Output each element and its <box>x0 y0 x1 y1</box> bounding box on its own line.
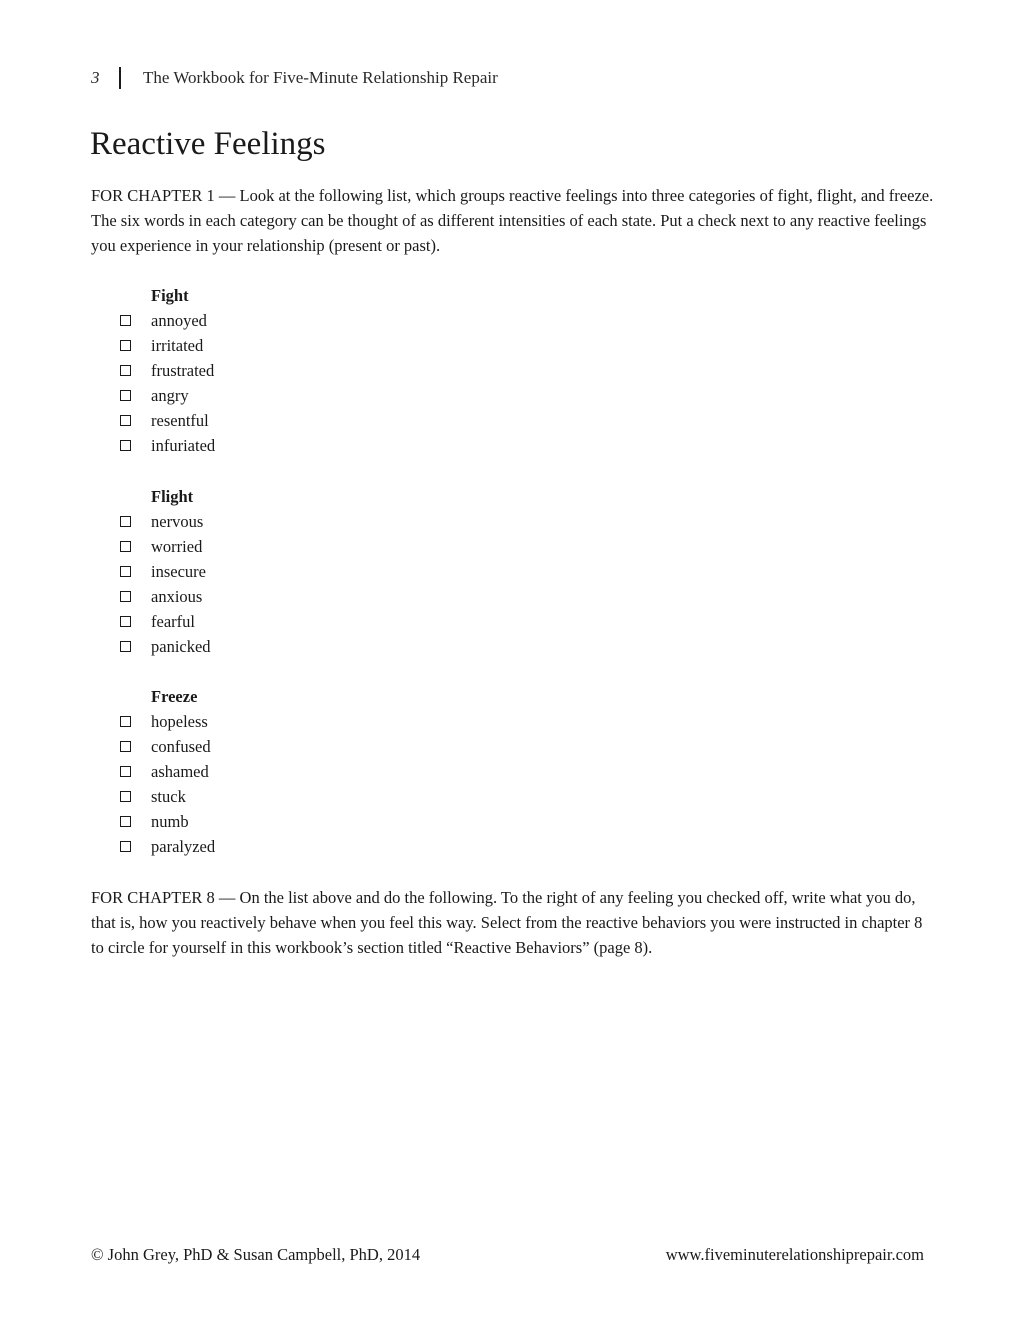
feeling-item[interactable] <box>120 709 420 734</box>
feeling-item[interactable] <box>120 609 420 634</box>
checkbox-icon[interactable] <box>120 541 132 553</box>
checkbox-icon[interactable] <box>120 816 132 828</box>
feeling-item[interactable] <box>120 408 420 433</box>
feeling-item[interactable] <box>120 784 420 809</box>
copyright-notice: © John Grey, PhD & Susan Campbell, PhD, 2014 <box>91 1245 421 1264</box>
category-flight <box>120 484 420 660</box>
checkbox-icon[interactable] <box>120 365 132 377</box>
category-freeze <box>120 684 420 860</box>
feeling-list <box>120 308 420 459</box>
feeling-label: paralyzed <box>151 837 216 857</box>
page-header <box>91 66 498 90</box>
feeling-item[interactable] <box>120 433 420 458</box>
feeling-label: hopeless <box>151 711 208 731</box>
feeling-item[interactable] <box>120 534 420 559</box>
website-url: www.fiveminuterelationshiprepair.com <box>665 1245 924 1264</box>
checkbox-icon[interactable] <box>120 516 132 528</box>
feeling-item[interactable] <box>120 559 420 584</box>
checkbox-icon[interactable] <box>120 766 132 778</box>
feeling-label: worried <box>151 536 203 556</box>
header-divider <box>119 67 121 89</box>
feeling-label: resentful <box>151 410 209 430</box>
feeling-label: annoyed <box>151 310 207 330</box>
feeling-label: panicked <box>151 637 211 657</box>
feeling-label: angry <box>151 385 189 405</box>
feeling-label: anxious <box>151 586 203 606</box>
outro-paragraph: FOR CHAPTER 8 — On the list above and do the following. To the right of any feeling you checked off, write what you do, that is, how you reactively behave when you feel this way. Select from the reactive behaviors you were instructed in chapter 8 to circle for yourself in this workbook’s section titled “Reactive Behaviors” (page 8). <box>91 888 923 957</box>
feeling-item[interactable] <box>120 834 420 859</box>
checkbox-icon[interactable] <box>120 716 132 728</box>
checkbox-icon[interactable] <box>120 791 132 803</box>
feeling-item[interactable] <box>120 584 420 609</box>
page-footer <box>91 1243 924 1267</box>
checkbox-icon[interactable] <box>120 741 132 753</box>
feeling-list <box>120 509 420 660</box>
feeling-item[interactable] <box>120 759 420 784</box>
feeling-label: ashamed <box>151 761 209 781</box>
feeling-label: fearful <box>151 611 195 631</box>
feeling-item[interactable] <box>120 308 420 333</box>
feeling-label: confused <box>151 736 211 756</box>
feeling-label: insecure <box>151 561 206 581</box>
checkbox-icon[interactable] <box>120 841 132 853</box>
feeling-label: stuck <box>151 786 186 806</box>
feeling-item[interactable] <box>120 383 420 408</box>
category-heading: Fight <box>151 286 189 305</box>
page-number: 3 <box>91 68 100 87</box>
checkbox-icon[interactable] <box>120 440 132 452</box>
book-title: The Workbook for Five-Minute Relationship Repair <box>143 68 498 87</box>
checkbox-icon[interactable] <box>120 591 132 603</box>
checkbox-icon[interactable] <box>120 566 132 578</box>
feeling-item[interactable] <box>120 634 420 659</box>
feeling-item[interactable] <box>120 734 420 759</box>
category-heading: Freeze <box>151 687 198 706</box>
feeling-label: irritated <box>151 335 204 355</box>
checkbox-icon[interactable] <box>120 415 132 427</box>
category-heading: Flight <box>151 487 194 506</box>
feeling-label: infuriated <box>151 436 216 456</box>
feeling-label: frustrated <box>151 360 215 380</box>
feeling-item[interactable] <box>120 809 420 834</box>
checkbox-icon[interactable] <box>120 315 132 327</box>
checkbox-icon[interactable] <box>120 390 132 402</box>
feeling-label: nervous <box>151 511 204 531</box>
page-title: Reactive Feelings <box>90 126 326 162</box>
feeling-item[interactable] <box>120 358 420 383</box>
checkbox-icon[interactable] <box>120 340 132 352</box>
feeling-label: numb <box>151 811 189 831</box>
feeling-list <box>120 709 420 860</box>
intro-paragraph: FOR CHAPTER 1 — Look at the following list, which groups reactive feelings into three categories of fight, flight, and freeze. The six words in each category can be thought of as different intensities of each state. Put a check next to any reactive feelings you experience in your relationship (present or past). <box>91 186 934 255</box>
checkbox-icon[interactable] <box>120 616 132 628</box>
feeling-item[interactable] <box>120 509 420 534</box>
checkbox-icon[interactable] <box>120 641 132 653</box>
feeling-item[interactable] <box>120 333 420 358</box>
category-fight <box>120 283 420 459</box>
